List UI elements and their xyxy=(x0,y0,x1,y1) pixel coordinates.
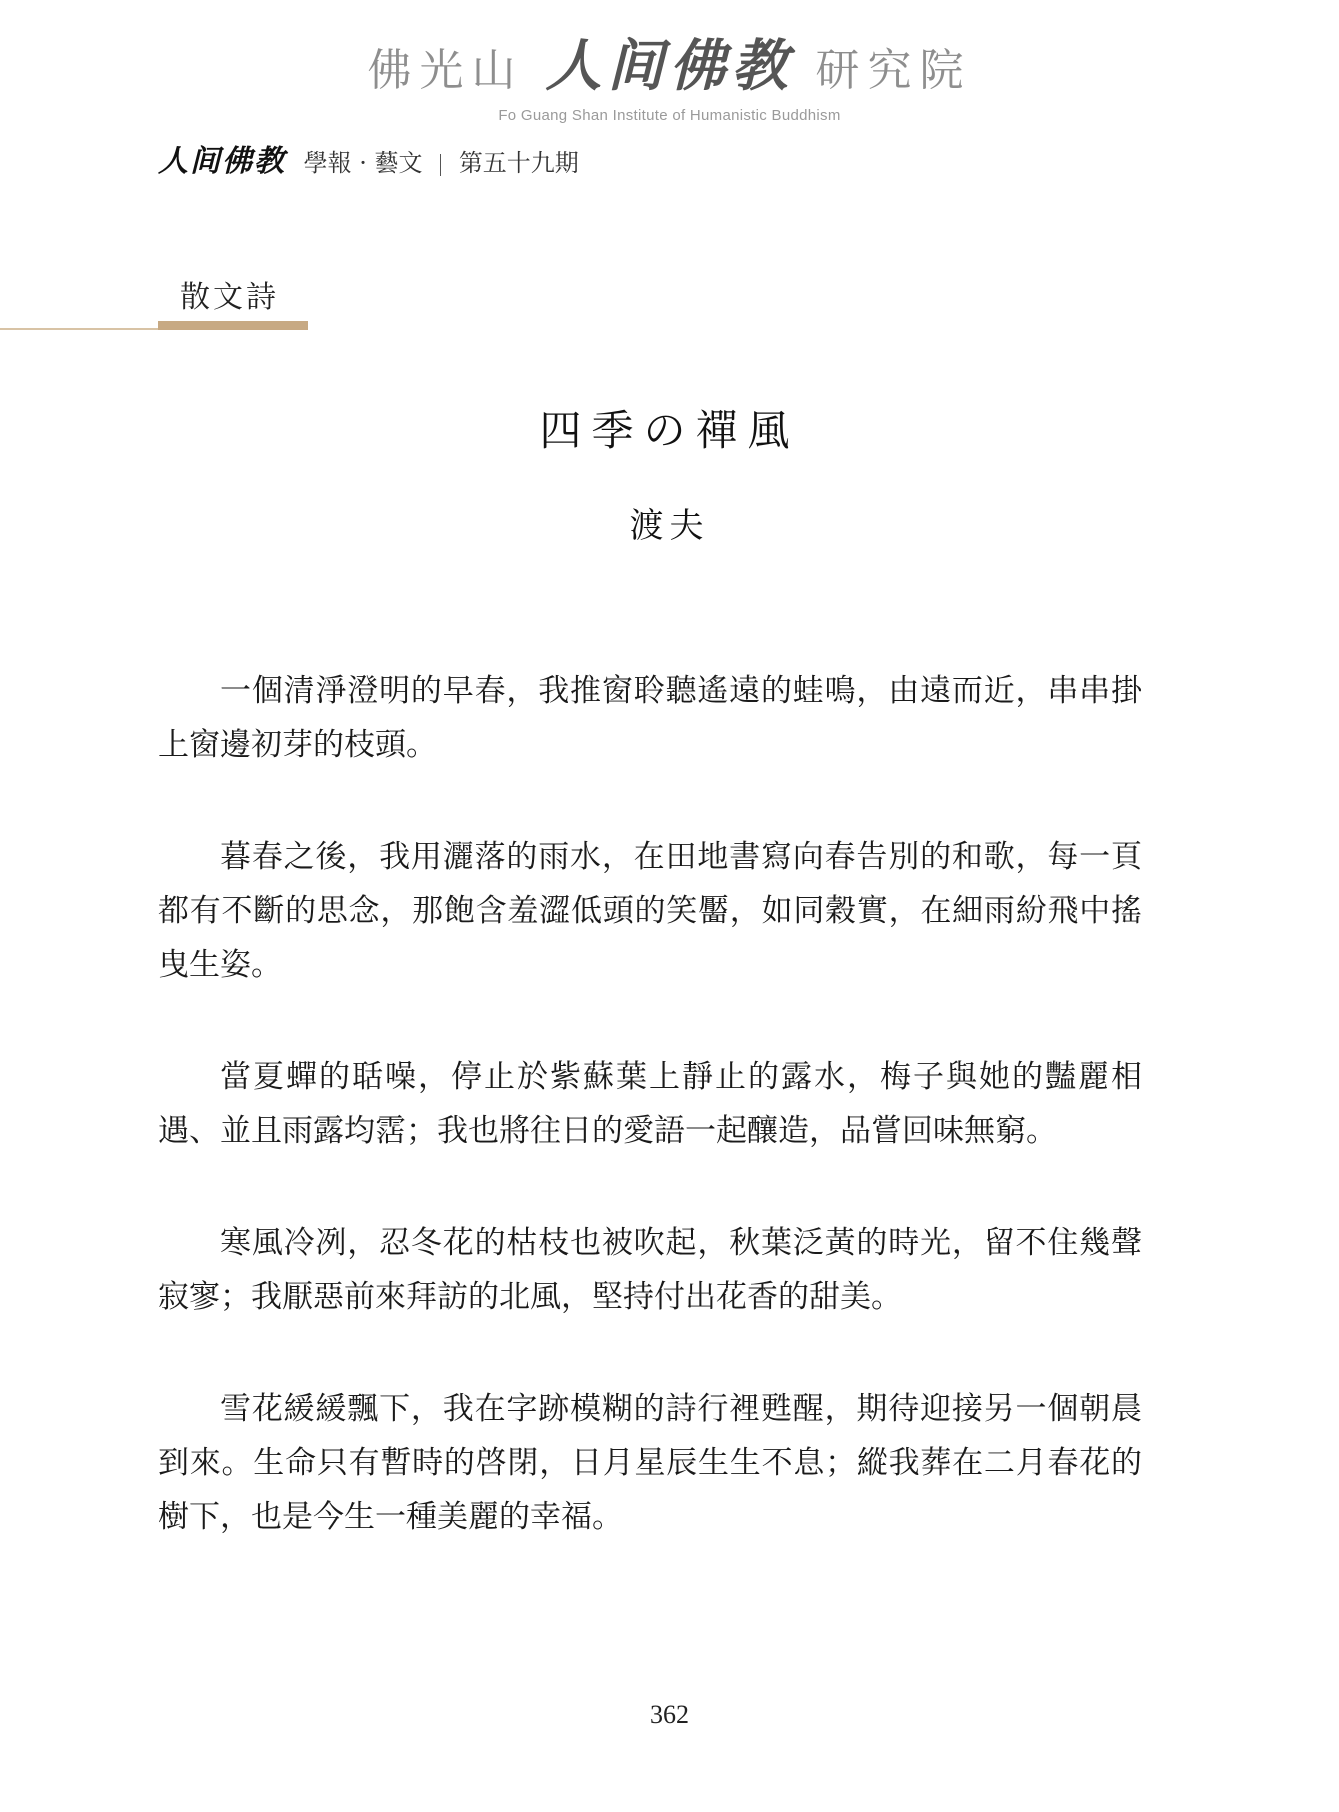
section-label: 散文詩 xyxy=(180,280,279,315)
institute-prefix: 佛光山 xyxy=(367,45,524,96)
issue-number: 第五十九期 xyxy=(458,149,579,177)
paragraph: 暮春之後，我用灑落的雨水，在田地書寫向春告別的和歌，每一頁都有不斷的思念，那飽含羞澀低頭的笑靨，如同穀實，在細雨紛飛中搖曳生姿。 xyxy=(158,839,1142,983)
journal-name: 學報 · 藝文 xyxy=(303,149,423,177)
page-number: 362 xyxy=(650,1700,689,1729)
article-title: 四季の禪風 xyxy=(539,406,800,455)
article-body xyxy=(158,664,1142,1602)
institute-english-name: Fo Guang Shan Institute of Humanistic Buddhism xyxy=(498,107,841,124)
institute-name xyxy=(0,33,1339,101)
institute-suffix: 研究院 xyxy=(815,45,972,96)
paragraph: 雪花緩緩飄下，我在字跡模糊的詩行裡甦醒，期待迎接另一個朝晨到來。生命只有暫時的啓閉，日月星辰生生不息；縱我葬在二月春花的樹下，也是今生一種美麗的幸福。 xyxy=(158,1391,1142,1535)
section-rule-accent xyxy=(158,321,308,330)
journal-brand-logo: 人间佛教 xyxy=(158,144,286,179)
institute-masthead xyxy=(0,33,1339,124)
paragraph: 寒風冷冽，忍冬花的枯枝也被吹起，秋葉泛黃的時光，留不住幾聲寂寥；我厭惡前來拜訪的北風，堅持付出花香的甜美。 xyxy=(158,1225,1142,1315)
institute-brand-logo: 人间佛教 xyxy=(545,33,794,99)
section-rule-line xyxy=(0,328,158,330)
header-divider xyxy=(440,154,441,176)
article-author: 渡夫 xyxy=(629,506,710,546)
paragraph: 一個清淨澄明的早春，我推窗聆聽遙遠的蛙鳴，由遠而近，串串掛上窗邊初芽的枝頭。 xyxy=(158,673,1142,763)
paragraph: 當夏蟬的聒噪，停止於紫蘇葉上靜止的露水，梅子與她的豔麗相遇、並且雨露均霑；我也將往日的愛語一起釀造，品嘗回味無窮。 xyxy=(158,1059,1142,1149)
journal-header xyxy=(158,136,579,180)
